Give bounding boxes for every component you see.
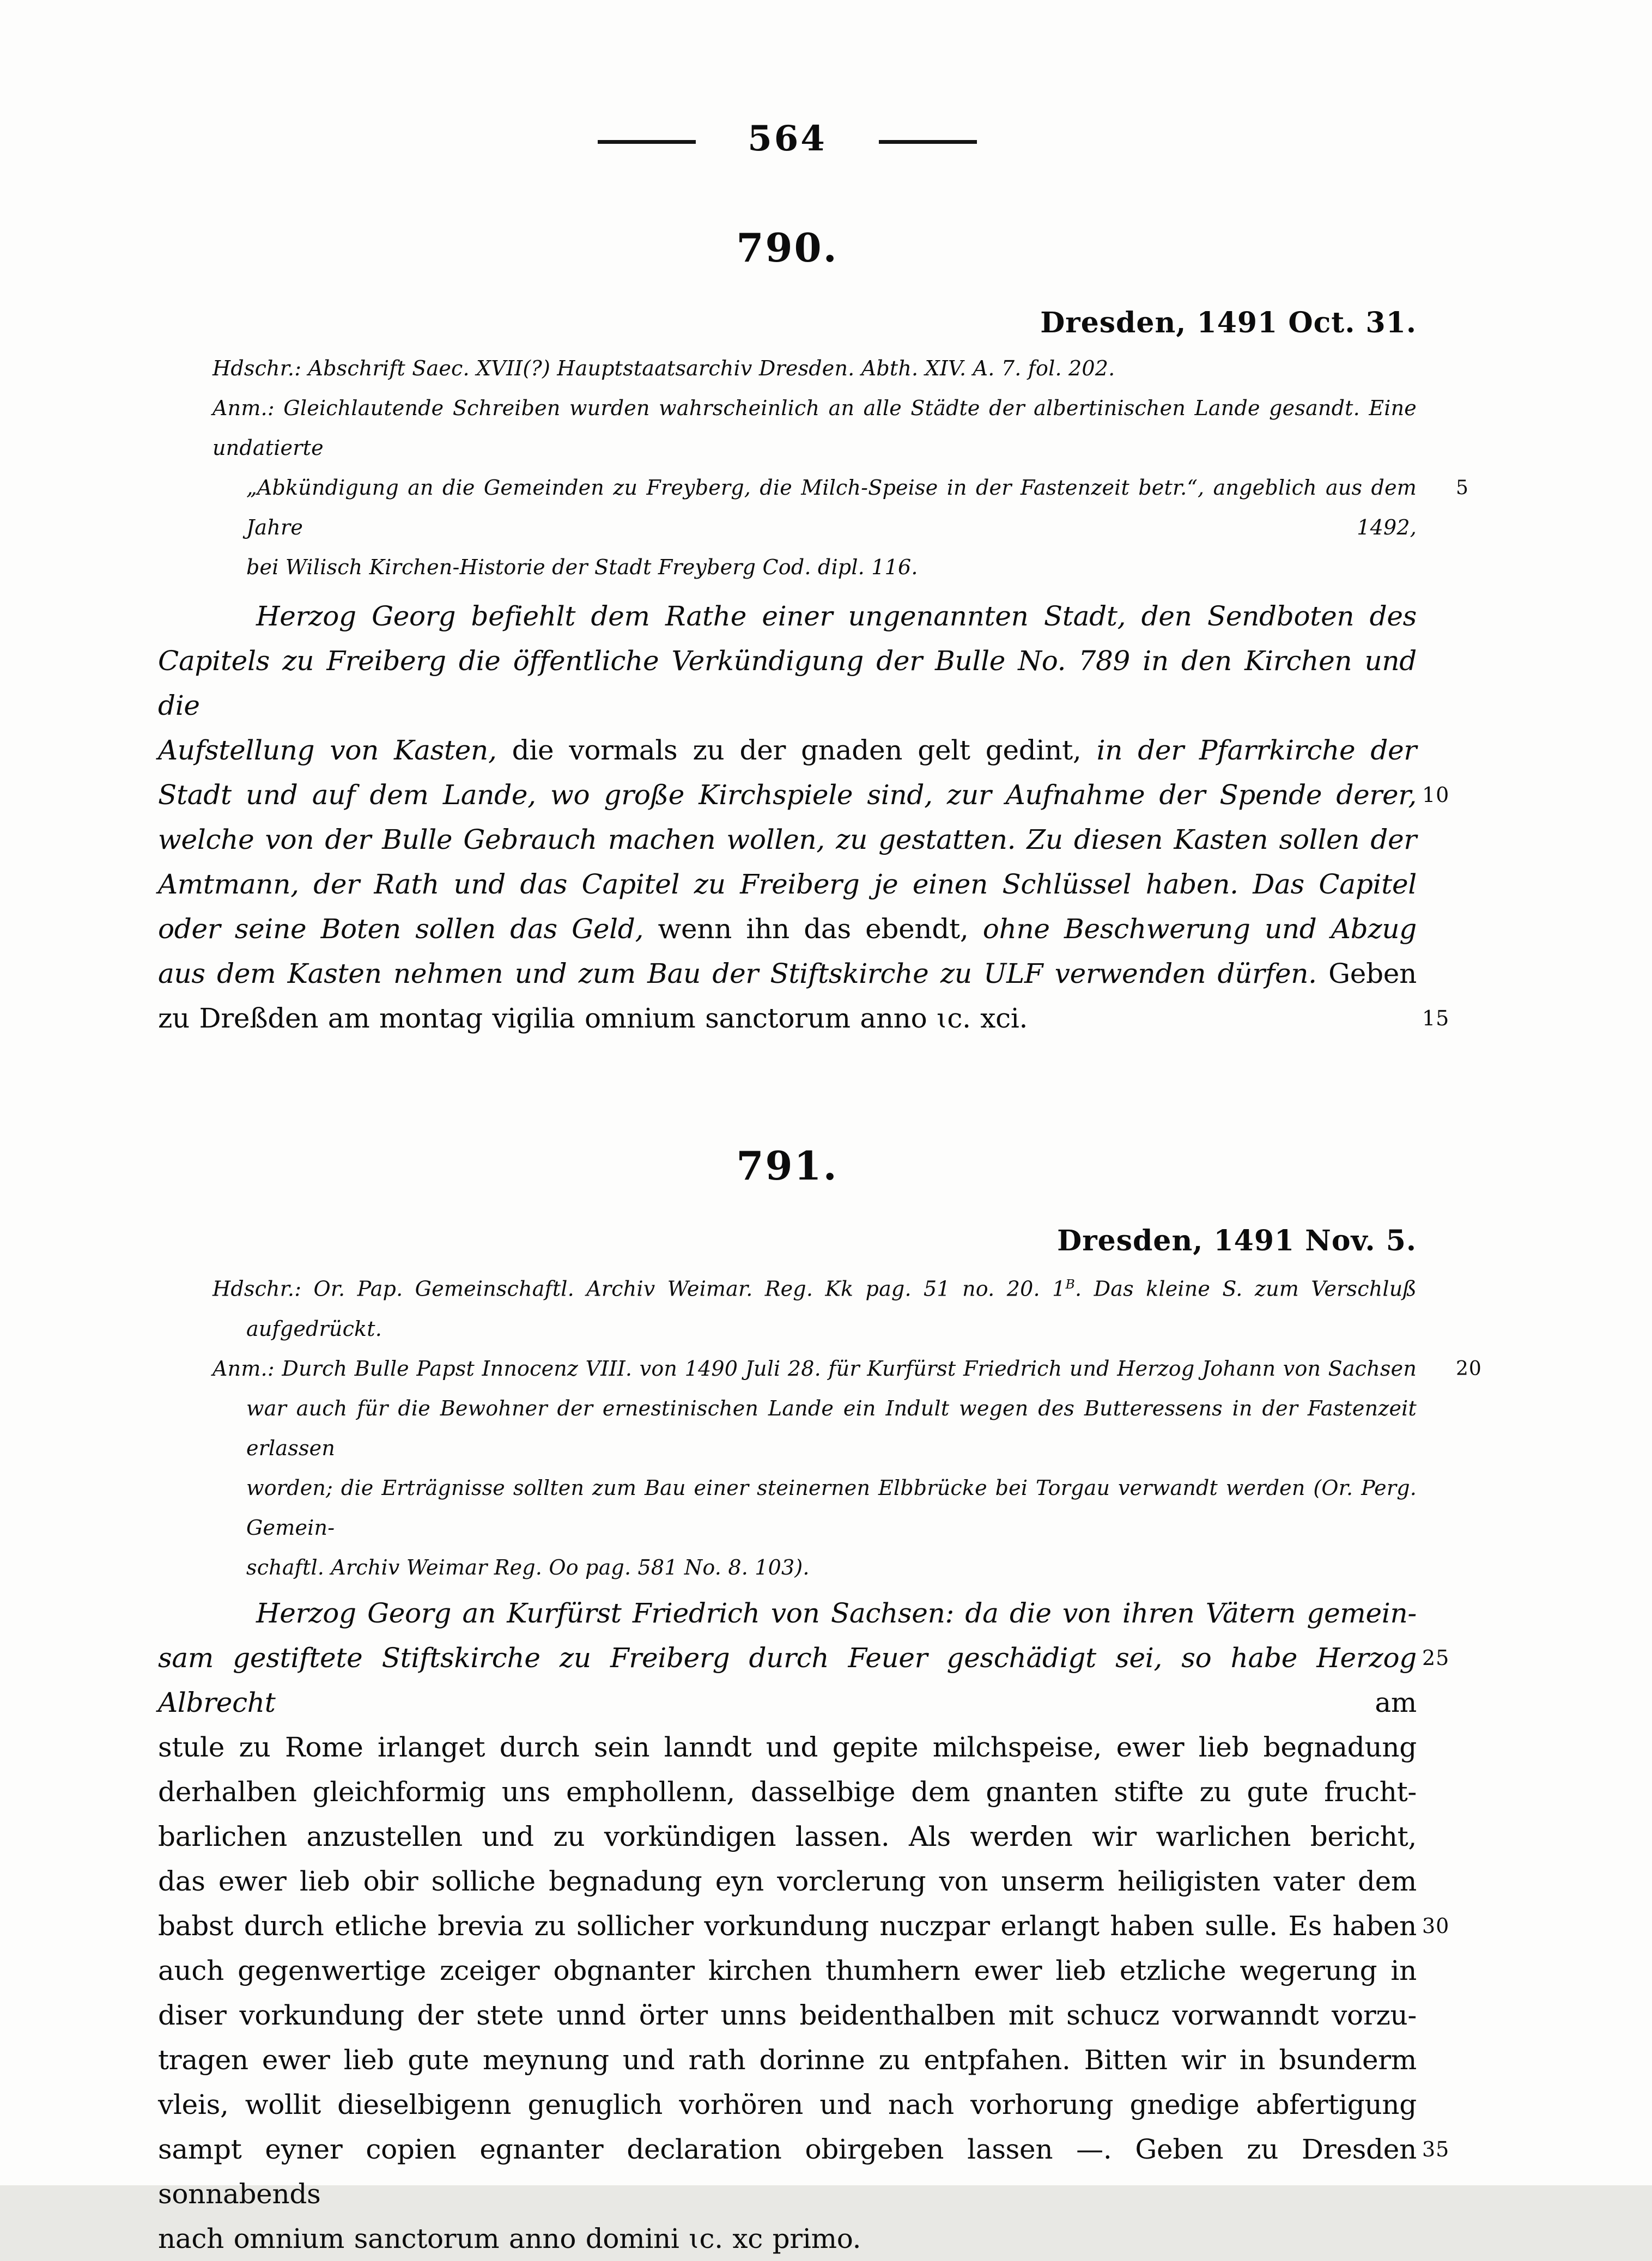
header-rule-right bbox=[879, 140, 977, 144]
text-segment: aufgedrückt. bbox=[246, 1316, 382, 1341]
body-line bbox=[158, 2216, 1417, 2261]
margin-line-number: 5 bbox=[1456, 477, 1469, 499]
text-segment: vleis, wollit dieselbigenn genuglich vorhören und nach vorhorung gnedige abfertigung bbox=[158, 2088, 1417, 2120]
apparatus-line bbox=[212, 1468, 1417, 1548]
text-segment: B bbox=[1065, 1277, 1075, 1292]
text-segment: schaftl. Archiv Weimar Reg. Oo pag. 581 No. 8. 103). bbox=[246, 1555, 810, 1579]
text-segment: „Abkündigung an die Gemeinden zu Freyberg, die Milch-Speise in der Fastenzeit betr.“, angeblich aus dem Jahre 1492, bbox=[246, 476, 1417, 539]
margin-line-number: 20 bbox=[1456, 1357, 1482, 1380]
apparatus-block bbox=[158, 1265, 1482, 1588]
text-segment: Capitels zu Freiberg die öffentliche Verkündigung der Bulle No. 789 in den Kirchen und die bbox=[158, 645, 1417, 721]
body-line bbox=[158, 907, 1417, 951]
apparatus-line bbox=[212, 1389, 1417, 1468]
entry-number: 791. bbox=[736, 1142, 839, 1189]
margin-line-number: 25 bbox=[1422, 1645, 1450, 1670]
apparatus-line bbox=[212, 1548, 1417, 1588]
page-number: 564 bbox=[748, 118, 827, 159]
apparatus-block bbox=[158, 349, 1469, 587]
body-line bbox=[158, 594, 1417, 639]
margin-line-number: 10 bbox=[1422, 783, 1450, 807]
text-segment: ohne Beschwerung und Abzug bbox=[982, 913, 1417, 945]
body-line bbox=[158, 728, 1417, 773]
margin-line-number: 35 bbox=[1422, 2137, 1450, 2161]
body-line bbox=[158, 1591, 1417, 1636]
text-segment: Herzog Georg befiehlt dem Rathe einer ungenannten Stadt, den Sendboten des bbox=[256, 600, 1417, 632]
text-segment: die vormals zu der gnaden gelt gedint, bbox=[512, 734, 1097, 766]
page-header bbox=[158, 117, 1417, 161]
text-segment: Stadt und auf dem Lande, wo große Kirchspiele sind, zur Aufnahme der Spende derer, bbox=[158, 779, 1417, 811]
entry-dateline: Dresden, 1491 Nov. 5. bbox=[1057, 1224, 1417, 1257]
body-line bbox=[158, 1859, 1417, 1904]
text-segment: Hdschr.: Abschrift Saec. XVII(?) Hauptstaatsarchiv Dresden. Abth. XIV. A. 7. fol. 202. bbox=[212, 356, 1115, 380]
text-segment: war auch für die Bewohner der ernestinischen Lande ein Indult wegen des Butteressens in der Fastenzeit erlassen bbox=[246, 1396, 1417, 1460]
entry-790 bbox=[158, 223, 1469, 1041]
entry-dateline: Dresden, 1491 Oct. 31. bbox=[1040, 306, 1417, 339]
body-line bbox=[158, 817, 1417, 862]
text-segment: sampt eyner copien egnanter declaration obirgeben lassen —. Geben zu Dresden sonnabends bbox=[158, 2133, 1417, 2210]
margin-line-number: 15 bbox=[1422, 1006, 1450, 1030]
text-segment: welche von der Bulle Gebrauch machen wollen, zu gestatten. Zu diesen Kasten sollen der bbox=[158, 824, 1417, 855]
body-line bbox=[158, 2127, 1450, 2216]
body-line bbox=[158, 2082, 1417, 2127]
text-segment: am bbox=[1375, 1686, 1417, 1718]
text-segment: Geben bbox=[1328, 958, 1417, 989]
text-segment: oder seine Boten sollen das Geld, bbox=[158, 913, 658, 945]
entry-791 bbox=[158, 1141, 1482, 2261]
body-line bbox=[158, 773, 1450, 817]
body-line bbox=[158, 1636, 1450, 1725]
text-segment: . Das kleine S. zum Verschluß bbox=[1075, 1277, 1417, 1301]
body-line bbox=[158, 639, 1417, 728]
body-line bbox=[158, 1770, 1417, 1814]
body-line bbox=[158, 1948, 1417, 1993]
text-segment: Aufstellung von Kasten, bbox=[158, 734, 512, 766]
apparatus-line bbox=[212, 349, 1417, 388]
margin-line-number: 30 bbox=[1422, 1913, 1450, 1938]
apparatus-line bbox=[212, 1309, 1417, 1349]
text-segment: Herzog Georg an Kurfürst Friedrich von Sachsen: da die von ihren Vätern gemein- bbox=[256, 1597, 1417, 1629]
text-segment: Anm.: Durch Bulle Papst Innocenz VIII. von 1490 Juli 28. für Kurfürst Friedrich und Herzog Johann von Sachsen bbox=[212, 1356, 1417, 1381]
apparatus-line bbox=[212, 1349, 1482, 1389]
text-segment: nach omnium sanctorum anno domini ɩc. xc primo. bbox=[158, 2222, 861, 2254]
text-segment: babst durch etliche brevia zu sollicher vorkundung nuczpar erlangt haben sulle. Es haben bbox=[158, 1910, 1417, 1942]
apparatus-line bbox=[212, 468, 1469, 548]
text-segment: Hdschr.: Or. Pap. Gemeinschaftl. Archiv Weimar. Reg. Kk pag. 51 no. 20. 1 bbox=[212, 1277, 1066, 1301]
text-segment: zu Dreßden am montag vigilia omnium sanctorum anno ɩc. xci. bbox=[158, 1002, 1028, 1034]
text-segment: wenn ihn das ebendt, bbox=[658, 913, 983, 945]
body-line bbox=[158, 1814, 1417, 1859]
text-segment: tragen ewer lieb gute meynung und rath dorinne zu entpfahen. Bitten wir in bsunderm bbox=[158, 2044, 1417, 2076]
regest-body bbox=[158, 594, 1450, 1041]
text-segment: das ewer lieb obir solliche begnadung eyn vorclerung von unserm heiligisten vater dem bbox=[158, 1865, 1417, 1897]
text-segment: stule zu Rome irlanget durch sein lanndt und gepite milchspeise, ewer lieb begnadung bbox=[158, 1731, 1417, 1763]
text-segment: Anm.: Gleichlautende Schreiben wurden wahrscheinlich an alle Städte der albertinischen Lande gesandt. Eine undatierte bbox=[212, 396, 1417, 460]
text-segment: in der Pfarrkirche der bbox=[1096, 734, 1417, 766]
text-segment: sam gestiftete Stiftskirche zu Freiberg durch Feuer geschädigt sei, so habe Herzog Albrecht bbox=[158, 1642, 1417, 1718]
apparatus-line bbox=[212, 548, 1417, 587]
body-line bbox=[158, 951, 1417, 996]
text-segment: bei Wilisch Kirchen-Historie der Stadt Freyberg Cod. dipl. 116. bbox=[246, 555, 918, 579]
body-line bbox=[158, 2038, 1417, 2082]
text-segment: Amtmann, der Rath und das Capitel zu Freiberg je einen Schlüssel haben. Das Capitel bbox=[158, 868, 1417, 900]
header-rule-left bbox=[598, 140, 696, 144]
text-segment: worden; die Erträgnisse sollten zum Bau einer steinernen Elbbrücke bei Torgau verwandt werden (Or. Perg. Gemein- bbox=[246, 1475, 1417, 1540]
text-segment: barlichen anzustellen und zu vorkündigen lassen. Als werden wir warlichen bericht, bbox=[158, 1820, 1417, 1852]
body-line bbox=[158, 1993, 1417, 2038]
text-segment: auch gegenwertige zceiger obgnanter kirchen thumhern ewer lieb etzliche wegerung in bbox=[158, 1954, 1417, 1986]
text-segment: derhalben gleichformig uns emphollenn, dasselbige dem gnanten stifte zu gute frucht- bbox=[158, 1776, 1417, 1808]
body-line bbox=[158, 862, 1417, 907]
body-line bbox=[158, 996, 1450, 1041]
body-line bbox=[158, 1904, 1450, 1948]
text-segment: aus dem Kasten nehmen und zum Bau der Stiftskirche zu ULF verwenden dürfen. bbox=[158, 958, 1329, 989]
text-segment: diser vorkundung der stete unnd örter unns beidenthalben mit schucz vorwanndt vorzu- bbox=[158, 1999, 1417, 2031]
entry-number: 790. bbox=[736, 224, 839, 271]
entries-container bbox=[158, 223, 1482, 2261]
apparatus-line bbox=[212, 388, 1417, 468]
body-line bbox=[158, 1725, 1417, 1770]
apparatus-line bbox=[212, 1265, 1417, 1309]
regest-body bbox=[158, 1591, 1450, 2261]
